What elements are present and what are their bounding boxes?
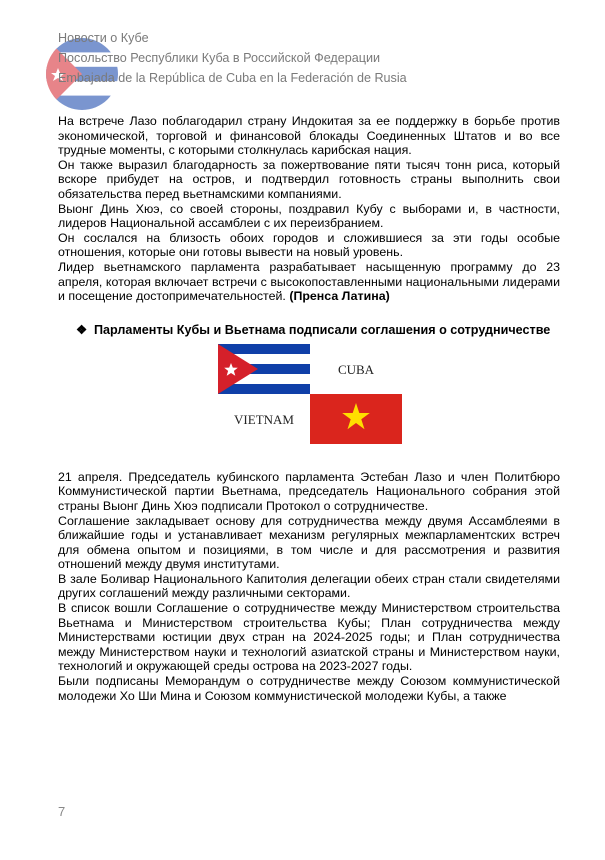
paragraph: Выонг Динь Хюэ, со своей стороны, поздравил Кубу с выборами и, в частности, лидеров Национальной ассамблеи с их переизбранием. <box>58 201 560 231</box>
page-number: 7 <box>58 804 66 819</box>
document-body <box>58 114 560 703</box>
news-source: (Пренса Латина) <box>289 289 390 304</box>
header-line-embassy-es: Embajada de la República de Cuba en la Federación de Rusia <box>58 71 407 85</box>
cuba-label: CUBA <box>337 361 375 377</box>
paragraph: Он сослался на близость обоих городов и сложившиеся за эти годы особые отношения, которые они готовы вывести на новый уровень. <box>58 230 560 260</box>
paragraph <box>58 260 560 304</box>
section-title-text: Парламенты Кубы и Вьетнама подписали соглашения о сотрудничестве <box>94 322 551 337</box>
paragraph: 21 апреля. Председатель кубинского парламента Эстебан Лазо и член Политбюро Коммунистической партии Вьетнама, председатель Национального собрания этой страны Выонг Динь Хюэ подписали Протокол о сотрудничестве. <box>58 469 560 513</box>
paragraph: На встрече Лазо поблагодарил страну Индокитая за ее поддержку в борьбе против экономической, торговой и финансовой блокады Соединенных Штатов и во все трудные моменты, с которыми столкнулась карибская нация. <box>58 114 560 158</box>
document-header <box>58 28 558 88</box>
diamond-bullet-icon: ❖ <box>76 322 88 337</box>
cuba-vietnam-flags-image <box>218 344 402 444</box>
paragraph: В список вошли Соглашение о сотрудничестве между Министерством строительства Вьетнама и Министерством строительства Кубы; План сотрудничества между Министерствами юстиции двух стран на 2024-2025 годы; и План сотрудничества между Министерством науки и технологий азиатской страны и Министерством науки, технологий и окружающей среды острова на 2023-2027 годы. <box>58 601 560 674</box>
paragraph-text: Лидер вьетнамского парламента разрабатывает насыщенную программу до 23 апреля, которая включает встречи с высокопоставленными национальными лидерами и посещение достопримечательностей. <box>58 259 560 304</box>
header-line-embassy-ru: Посольство Республики Куба в Российской Федерации <box>58 51 381 65</box>
vietnam-label: VIETNAM <box>234 411 294 427</box>
paragraph: Соглашение закладывает основу для сотрудничества между двумя Ассамблеями в ближайшие годы и устанавливает механизм регулярных межпарламентских встреч для обмена опытом и позициями, в том числе и для рассмотрения и развития отношений между двумя институтами. <box>58 513 560 572</box>
paragraph: В зале Боливар Национального Капитолия делегации обеих стран стали свидетелями других соглашений между различными секторами. <box>58 571 560 601</box>
section-heading <box>76 322 560 338</box>
header-line-news: Новости о Кубе <box>58 31 149 45</box>
paragraph: Он также выразил благодарность за пожертвование пяти тысяч тонн риса, который вскоре прибудет на остров, и подтвердил готовность страны выполнить свои обязательства перед вьетнамскими компаниями. <box>58 157 560 201</box>
paragraph: Были подписаны Меморандум о сотрудничестве между Союзом коммунистической молодежи Хо Ши Мина и Союзом коммунистической молодежи Кубы, а также <box>58 674 560 703</box>
